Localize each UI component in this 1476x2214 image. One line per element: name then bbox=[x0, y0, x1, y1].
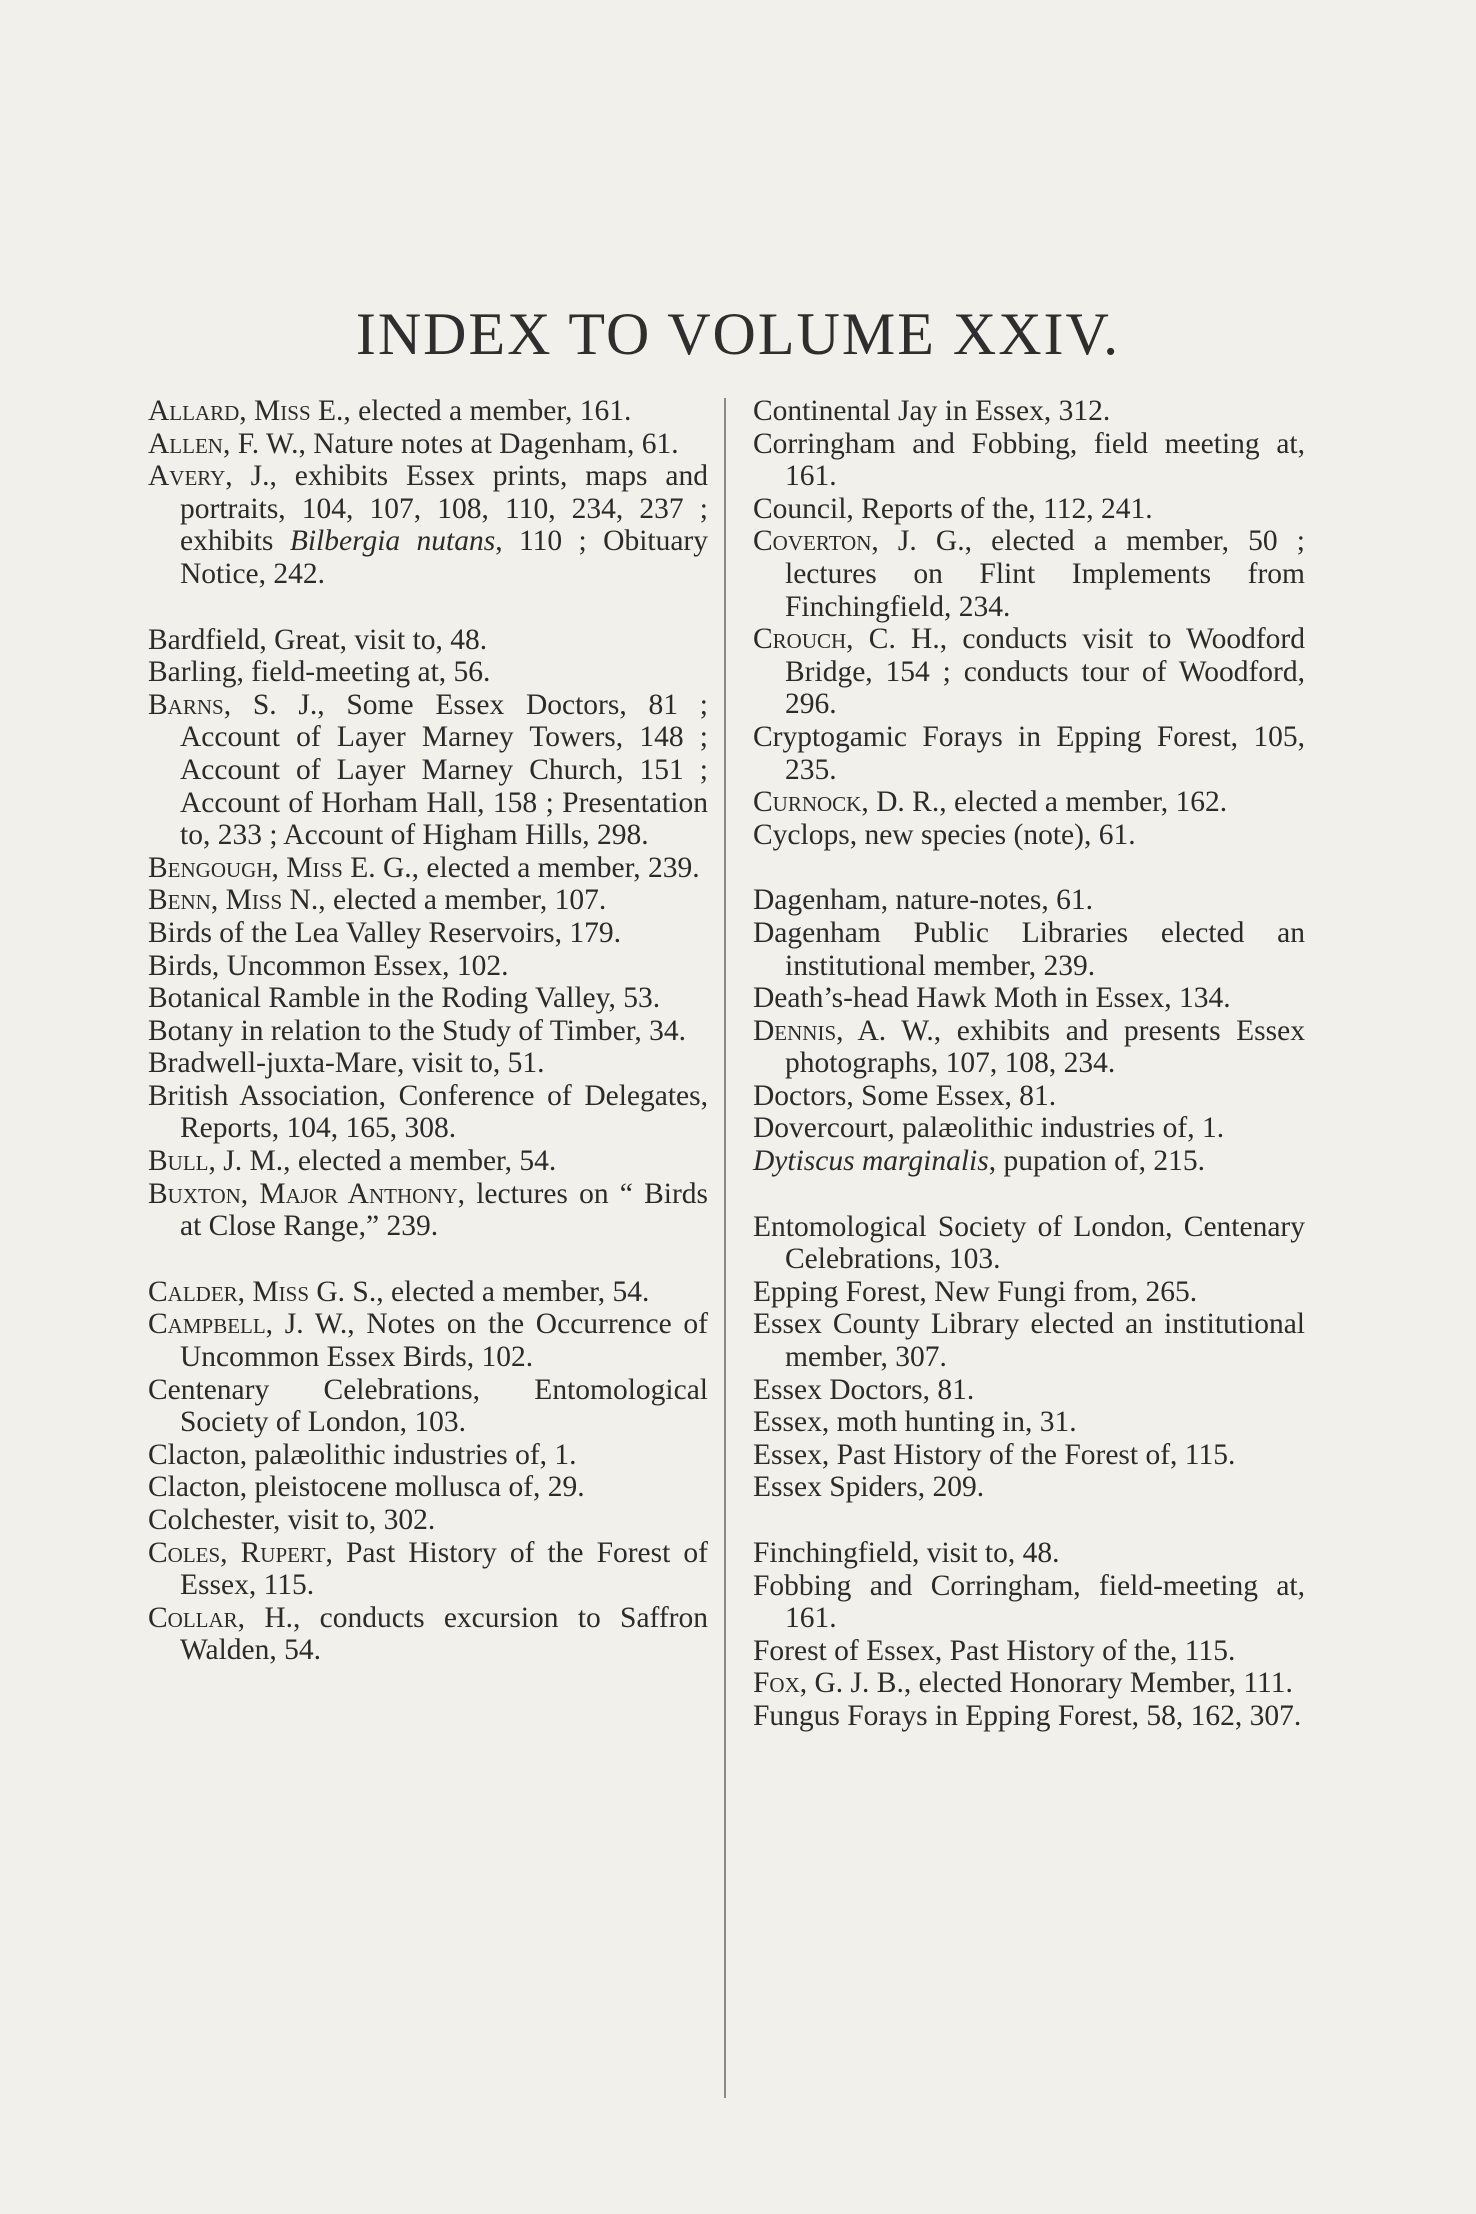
entry-text: , lectures on “ Birds at Close Range,” 239. bbox=[180, 1177, 709, 1243]
entry-text: Death’s-head Hawk Moth in Essex, 134. bbox=[753, 982, 1231, 1015]
entry-name: Avery, J. bbox=[148, 460, 270, 493]
entry-text: British Association, Conference of Delegates, Reports, 104, 165, 308. bbox=[148, 1079, 708, 1145]
index-entry bbox=[148, 1374, 708, 1439]
entry-text: Dovercourt, palæolithic industries of, 1. bbox=[753, 1112, 1225, 1145]
index-entry bbox=[148, 1145, 708, 1178]
entry-text: Bardfield, Great, visit to, 48. bbox=[148, 623, 488, 656]
index-entry bbox=[753, 1635, 1305, 1668]
index-entry bbox=[753, 428, 1305, 493]
entry-text: , elected a member, 54. bbox=[283, 1145, 557, 1178]
entry-text: Botanical Ramble in the Roding Valley, 53. bbox=[148, 982, 661, 1015]
index-entry bbox=[148, 1015, 708, 1048]
letter-gap bbox=[148, 591, 708, 624]
entry-text: Dagenham Public Libraries elected an institutional member, 239. bbox=[753, 916, 1305, 982]
entry-text: Council, Reports of the, 112, 241. bbox=[753, 492, 1153, 525]
index-entry bbox=[753, 786, 1305, 819]
index-entry bbox=[148, 656, 708, 689]
page-title: INDEX TO VOLUME XXIV. bbox=[355, 301, 1121, 367]
column-divider bbox=[724, 398, 726, 2098]
entry-text: , Some Essex Doctors, 81 ; Account of Layer Marney Towers, 148 ; Account of Layer Marney Church, 151 ; Account of Horham Hall, 158 ; Presentation to, 233 ; Account of Higham Hills, 298. bbox=[180, 688, 708, 852]
entry-name: Curnock, D. R. bbox=[753, 786, 940, 819]
entry-name: Campbell, J. W. bbox=[148, 1308, 348, 1341]
letter-gap bbox=[753, 1504, 1305, 1537]
index-entry bbox=[148, 1504, 708, 1537]
entry-italic: Bilbergia nutans bbox=[289, 525, 496, 558]
index-entry bbox=[148, 1537, 708, 1602]
entry-name: Coverton, J. G. bbox=[753, 525, 965, 558]
index-entry bbox=[753, 525, 1305, 623]
index-entry bbox=[148, 1602, 708, 1667]
entry-text-after: , 110 ; Obituary Notice, 242. bbox=[180, 525, 709, 590]
index-entry bbox=[148, 1276, 708, 1309]
index-entry bbox=[753, 1015, 1305, 1080]
entry-name: Allard, Miss E. bbox=[148, 395, 344, 427]
entry-text: Bradwell-juxta-Mare, visit to, 51. bbox=[148, 1047, 545, 1080]
entry-name: Buxton, Major Anthony bbox=[148, 1177, 458, 1210]
index-entry bbox=[148, 884, 708, 917]
entry-text: , elected a member, 50 ; lectures on Flint Implements from Finchingfield, 234. bbox=[785, 525, 1305, 623]
index-entry bbox=[148, 1471, 708, 1504]
index-entry bbox=[753, 623, 1305, 721]
index-entry bbox=[753, 1537, 1305, 1570]
entry-name: Allen, F. W. bbox=[148, 427, 299, 460]
index-entry bbox=[753, 1374, 1305, 1407]
entry-text: Fobbing and Corringham, field-meeting at, 161. bbox=[753, 1569, 1305, 1635]
entry-text: Botany in relation to the Study of Timber, 34. bbox=[148, 1014, 687, 1047]
entry-text: Essex, moth hunting in, 31. bbox=[753, 1406, 1077, 1439]
entry-name: Bengough, Miss E. G. bbox=[148, 851, 412, 884]
entry-text: , Nature notes at Dagenham, 61. bbox=[298, 427, 679, 460]
index-entry bbox=[148, 1439, 708, 1472]
entry-text: Essex Spiders, 209. bbox=[753, 1471, 985, 1504]
entry-text: , elected a member, 161. bbox=[343, 395, 632, 427]
index-entry bbox=[148, 950, 708, 983]
index-entry bbox=[753, 884, 1305, 917]
index-entry bbox=[148, 689, 708, 852]
index-entry bbox=[148, 624, 708, 657]
index-entry bbox=[753, 819, 1305, 852]
entry-text: Fungus Forays in Epping Forest, 58, 162, 307. bbox=[753, 1699, 1302, 1732]
index-entry bbox=[753, 1112, 1305, 1145]
entry-text: Centenary Celebrations, Entomological Society of London, 103. bbox=[148, 1373, 708, 1439]
entry-text: , exhibits and presents Essex photographs, 107, 108, 234. bbox=[785, 1014, 1305, 1080]
index-entry bbox=[148, 852, 708, 885]
index-entry bbox=[753, 1145, 1305, 1178]
index-column-right bbox=[753, 395, 1305, 1733]
index-entry bbox=[148, 1178, 708, 1243]
entry-text: , elected a member, 54. bbox=[376, 1275, 650, 1308]
index-entry bbox=[753, 1667, 1305, 1700]
entry-text: Clacton, palæolithic industries of, 1. bbox=[148, 1438, 577, 1471]
index-entry bbox=[148, 395, 708, 428]
index-entry bbox=[148, 982, 708, 1015]
index-entry bbox=[753, 1276, 1305, 1309]
entry-text: Birds of the Lea Valley Reservoirs, 179. bbox=[148, 916, 621, 949]
entry-text: Dagenham, nature-notes, 61. bbox=[753, 884, 1093, 917]
entry-text: Entomological Society of London, Centenary Celebrations, 103. bbox=[753, 1210, 1305, 1276]
index-entry bbox=[753, 1471, 1305, 1504]
index-entry bbox=[753, 1080, 1305, 1113]
entry-text: , elected a member, 107. bbox=[318, 884, 607, 917]
entry-text: , conducts visit to Woodford Bridge, 154 ; conducts tour of Woodford, 296. bbox=[785, 623, 1305, 721]
entry-text: Epping Forest, New Fungi from, 265. bbox=[753, 1275, 1198, 1308]
entry-text: Barling, field-meeting at, 56. bbox=[148, 656, 491, 689]
letter-gap bbox=[148, 1243, 708, 1276]
index-entry bbox=[148, 460, 708, 590]
index-entry bbox=[753, 1570, 1305, 1635]
entry-text: , elected a member, 239. bbox=[411, 851, 700, 884]
index-entry bbox=[753, 1308, 1305, 1373]
index-entry bbox=[148, 1080, 708, 1145]
entry-text: Clacton, pleistocene mollusca of, 29. bbox=[148, 1471, 585, 1504]
entry-text: Cyclops, new species (note), 61. bbox=[753, 818, 1136, 851]
index-entry bbox=[753, 1406, 1305, 1439]
entry-text: Essex County Library elected an institutional member, 307. bbox=[753, 1308, 1305, 1374]
index-entry bbox=[148, 1308, 708, 1373]
index-entry bbox=[753, 917, 1305, 982]
entry-text: Colchester, visit to, 302. bbox=[148, 1504, 436, 1536]
letter-gap bbox=[753, 851, 1305, 884]
entry-name: Collar, H. bbox=[148, 1601, 294, 1634]
entry-text: Finchingfield, visit to, 48. bbox=[753, 1537, 1060, 1569]
entry-text: Forest of Essex, Past History of the, 115. bbox=[753, 1634, 1236, 1667]
index-entry bbox=[753, 493, 1305, 526]
entry-name: Coles, Rupert bbox=[148, 1536, 326, 1569]
entry-text: Cryptogamic Forays in Epping Forest, 105, 235. bbox=[753, 720, 1305, 786]
entry-text: , conducts excursion to Saffron Walden, 54. bbox=[180, 1601, 708, 1667]
index-entry bbox=[753, 1700, 1305, 1733]
index-entry bbox=[753, 395, 1305, 428]
entry-name: Barns, S. J. bbox=[148, 688, 318, 721]
entry-text: Birds, Uncommon Essex, 102. bbox=[148, 949, 509, 982]
index-entry bbox=[148, 917, 708, 950]
entry-text: Corringham and Fobbing, field meeting at, 161. bbox=[753, 427, 1305, 493]
entry-text: Continental Jay in Essex, 312. bbox=[753, 395, 1111, 427]
entry-name: Benn, Miss N. bbox=[148, 884, 319, 917]
index-entry bbox=[148, 428, 708, 461]
index-column-left bbox=[148, 395, 708, 1667]
entry-text: , exhibits Essex prints, maps and portraits, 104, 107, 108, 110, 234, 237 ; exhibits bbox=[180, 460, 709, 558]
entry-text: Essex, Past History of the Forest of, 115. bbox=[753, 1438, 1236, 1471]
entry-name: Bull, J. M. bbox=[148, 1145, 284, 1178]
entry-name: Fox, G. J. B. bbox=[753, 1667, 904, 1700]
index-entry bbox=[753, 1211, 1305, 1276]
letter-gap bbox=[753, 1178, 1305, 1211]
index-entry bbox=[148, 1047, 708, 1080]
entry-name: Crouch, C. H. bbox=[753, 623, 940, 656]
entry-text: , Past History of the Forest of Essex, 115. bbox=[180, 1536, 708, 1602]
entry-text: Doctors, Some Essex, 81. bbox=[753, 1079, 1057, 1112]
index-entry bbox=[753, 1439, 1305, 1472]
entry-text: , elected Honorary Member, 111. bbox=[903, 1667, 1293, 1700]
entry-text: , elected a member, 162. bbox=[939, 786, 1228, 819]
entry-name: Calder, Miss G. S. bbox=[148, 1275, 377, 1308]
index-entry bbox=[753, 982, 1305, 1015]
entry-text: Essex Doctors, 81. bbox=[753, 1373, 975, 1406]
entry-text-after: , pupation of, 215. bbox=[988, 1145, 1206, 1178]
index-entry bbox=[753, 721, 1305, 786]
entry-name: Dennis, A. W. bbox=[753, 1014, 934, 1047]
entry-italic: Dytiscus marginalis bbox=[753, 1145, 989, 1178]
entry-text: , Notes on the Occurrence of Uncommon Essex Birds, 102. bbox=[180, 1308, 708, 1374]
